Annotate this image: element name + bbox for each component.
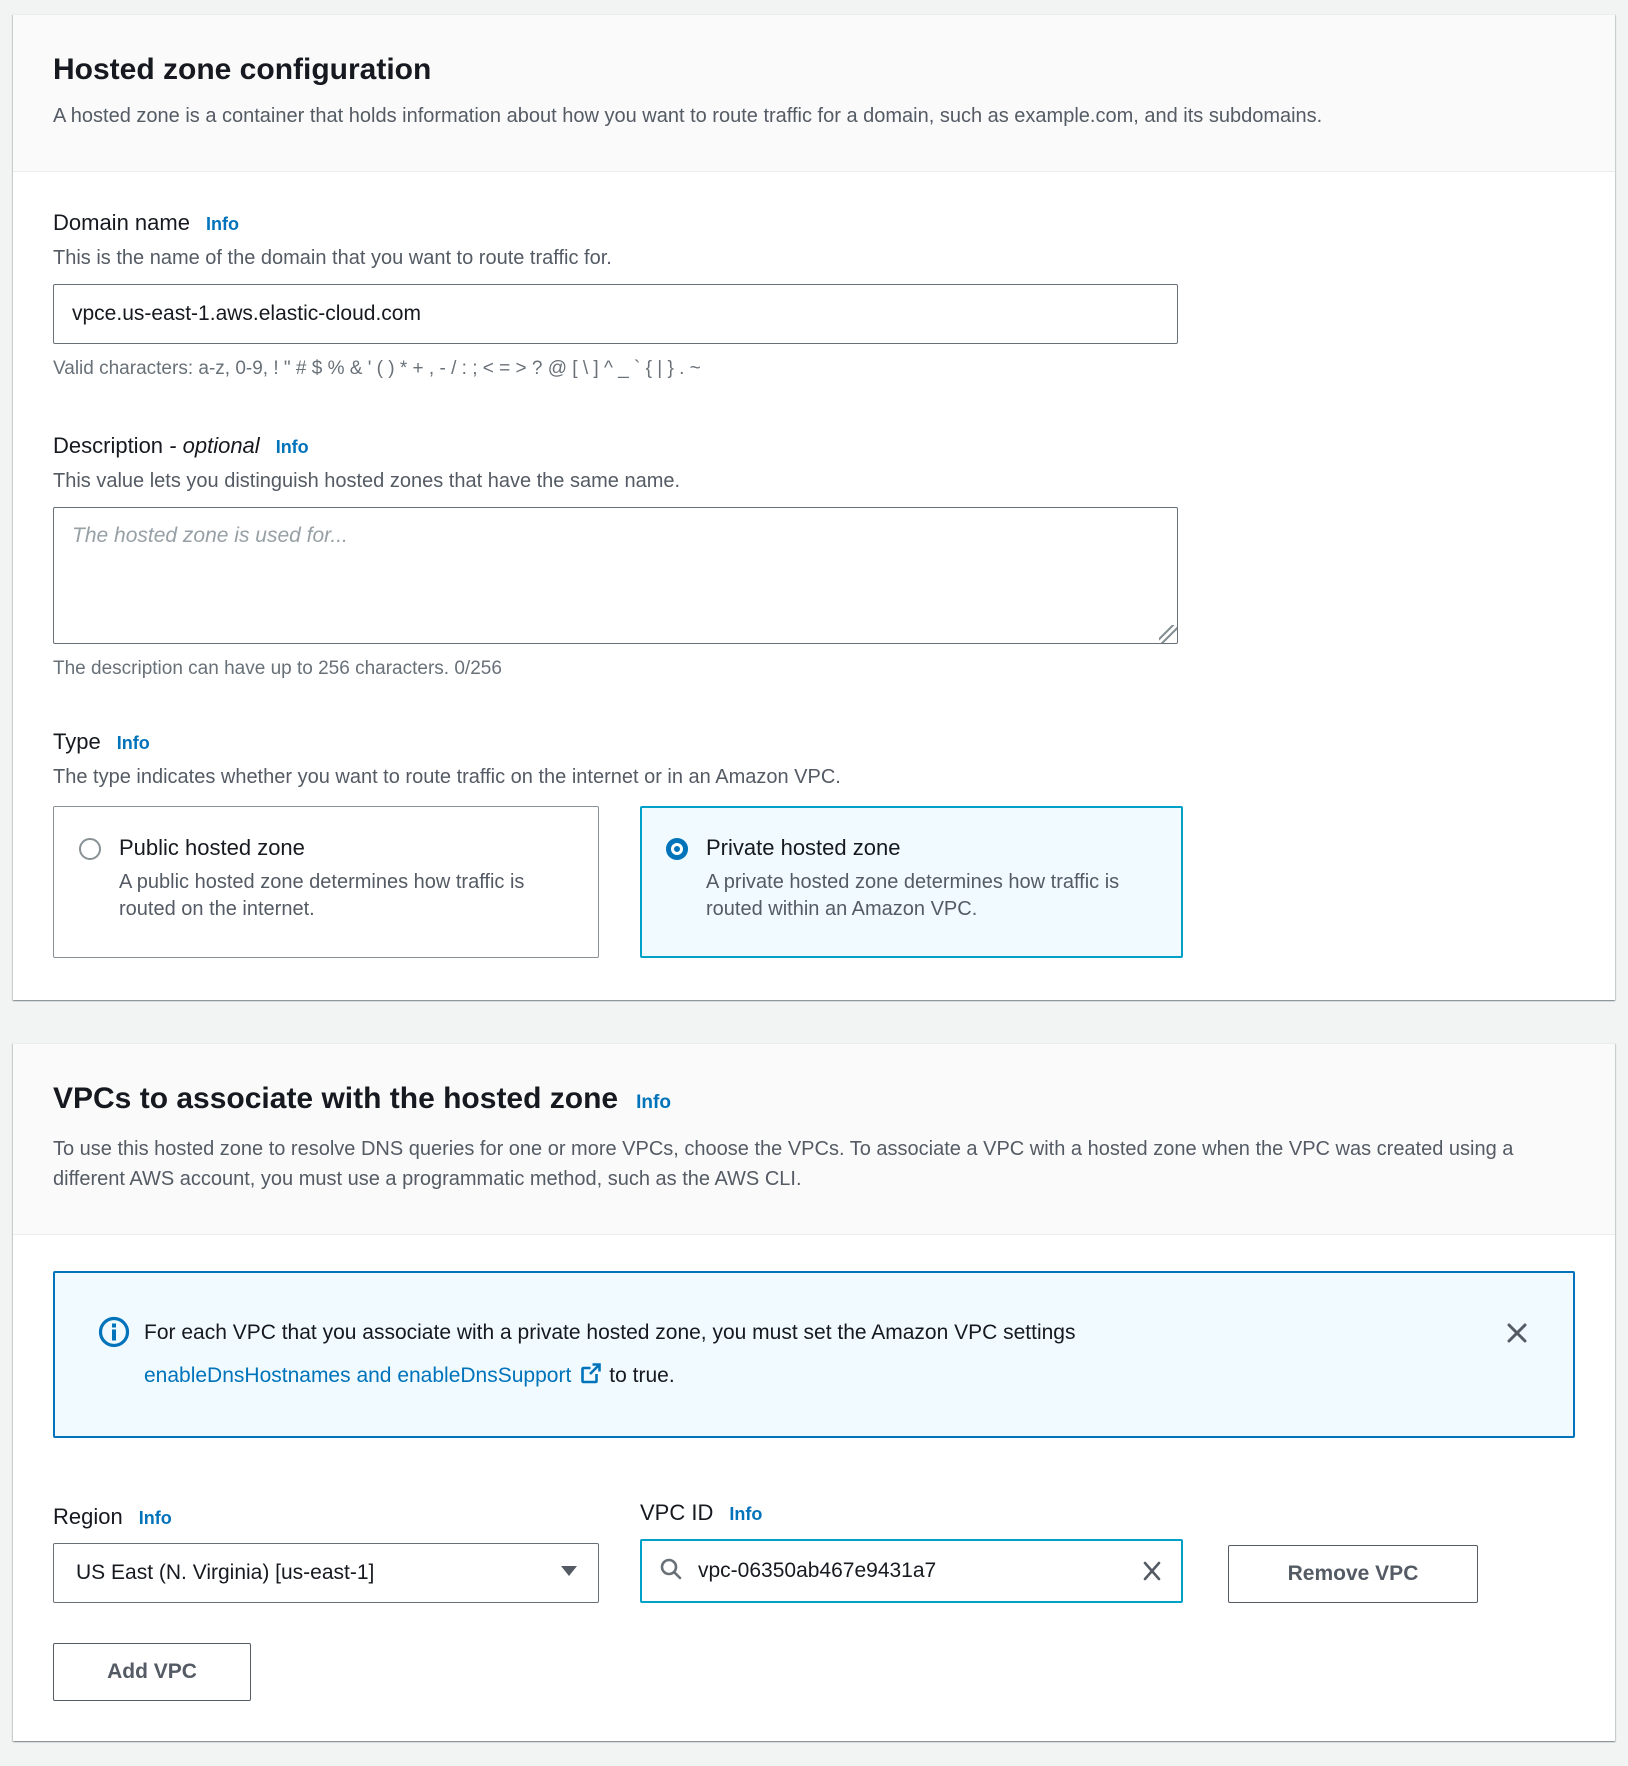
public-hosted-zone-description: A public hosted zone determines how traffic is routed on the internet. — [119, 871, 525, 920]
vpcs-card-description: To use this hosted zone to resolve DNS queries for one or more VPCs, choose the VPCs. To associate a VPC with a hosted zone when the VPC was created using a different AWS account, you must use a programmatic method, such as the AWS CLI. — [53, 1138, 1514, 1190]
description-constraint: The description can have up to 256 characters. 0/256 — [53, 658, 502, 679]
private-hosted-zone-description: A private hosted zone determines how traffic is routed within an Amazon VPC. — [706, 871, 1120, 920]
private-hosted-zone-label: Private hosted zone — [706, 835, 901, 860]
alert-close-button[interactable] — [1503, 1319, 1531, 1350]
vpc-id-field — [640, 1500, 1183, 1603]
info-circle-icon — [98, 1316, 130, 1353]
vpc-id-input[interactable] — [696, 1558, 1139, 1584]
add-vpc-button[interactable]: Add VPC — [53, 1643, 251, 1701]
public-hosted-zone-option[interactable] — [53, 806, 599, 958]
search-icon — [658, 1556, 684, 1587]
chevron-down-icon — [560, 1564, 578, 1582]
type-label: Type — [53, 729, 101, 754]
description-field-description: This value lets you distinguish hosted zones that have the same name. — [53, 470, 681, 492]
vpc-id-info-link[interactable]: Info — [729, 1504, 763, 1524]
alert-text-after-link: to true. — [609, 1364, 675, 1387]
domain-name-field — [53, 210, 1575, 381]
vpcs-card-header — [13, 1044, 1615, 1235]
alert-text — [144, 1311, 1483, 1400]
domain-name-description: This is the name of the domain that you want to route traffic for. — [53, 247, 612, 269]
region-field — [53, 1504, 599, 1603]
optional-label: - optional — [169, 433, 260, 458]
description-label: Description - optional — [53, 433, 260, 458]
type-radio-group — [53, 806, 1575, 958]
public-hosted-zone-label: Public hosted zone — [119, 835, 305, 860]
radio-unselected-icon[interactable] — [79, 838, 101, 860]
vpc-id-search-box — [640, 1539, 1183, 1603]
clear-input-icon[interactable] — [1139, 1558, 1165, 1584]
hosted-zone-card-body — [13, 172, 1615, 1000]
vpcs-info-link[interactable]: Info — [636, 1092, 671, 1113]
alert-text-line1: For each VPC that you associate with a private hosted zone, you must set the Amazon VPC settings — [144, 1321, 1076, 1344]
description-info-link[interactable]: Info — [275, 437, 309, 457]
vpc-settings-alert — [53, 1271, 1575, 1438]
vpc-id-label: VPC ID — [640, 1500, 714, 1525]
hosted-zone-card-title: Hosted zone configuration — [53, 53, 432, 86]
domain-name-info-link[interactable]: Info — [205, 214, 239, 234]
region-select-value: US East (N. Virginia) [us-east-1] — [76, 1561, 375, 1584]
type-description: The type indicates whether you want to route traffic on the internet or in an Amazon VPC. — [53, 766, 841, 788]
region-select[interactable] — [53, 1543, 599, 1603]
hosted-zone-configuration-card — [13, 14, 1615, 1000]
radio-selected-icon[interactable] — [666, 838, 688, 860]
type-info-link[interactable]: Info — [116, 733, 150, 753]
hosted-zone-card-description: A hosted zone is a container that holds information about how you want to route traffic for a domain, such as example.com, and its subdomains. — [53, 105, 1323, 127]
domain-name-constraint: Valid characters: a-z, 0-9, ! " # $ % & ' ( ) * + , - / : ; < = > ? @ [ \ ] ^ _ ` { | } . ~ — [53, 358, 701, 379]
domain-name-label: Domain name — [53, 210, 190, 235]
external-link-icon[interactable] — [579, 1357, 603, 1400]
enable-dns-link[interactable]: enableDnsHostnames and enableDnsSupport — [144, 1364, 572, 1387]
private-hosted-zone-option[interactable] — [640, 806, 1183, 958]
region-label: Region — [53, 1504, 123, 1529]
region-info-link[interactable]: Info — [138, 1508, 172, 1528]
type-field — [53, 729, 1575, 958]
vpcs-card-body — [13, 1235, 1615, 1741]
hosted-zone-card-header — [13, 15, 1615, 172]
remove-vpc-button[interactable]: Remove VPC — [1228, 1545, 1478, 1603]
description-textarea[interactable] — [53, 507, 1178, 644]
domain-name-input[interactable] — [53, 284, 1178, 344]
description-field — [53, 433, 1575, 681]
vpc-association-row — [53, 1500, 1575, 1603]
vpcs-card-title: VPCs to associate with the hosted zone Info — [53, 1082, 671, 1115]
vpcs-card — [13, 1043, 1615, 1741]
